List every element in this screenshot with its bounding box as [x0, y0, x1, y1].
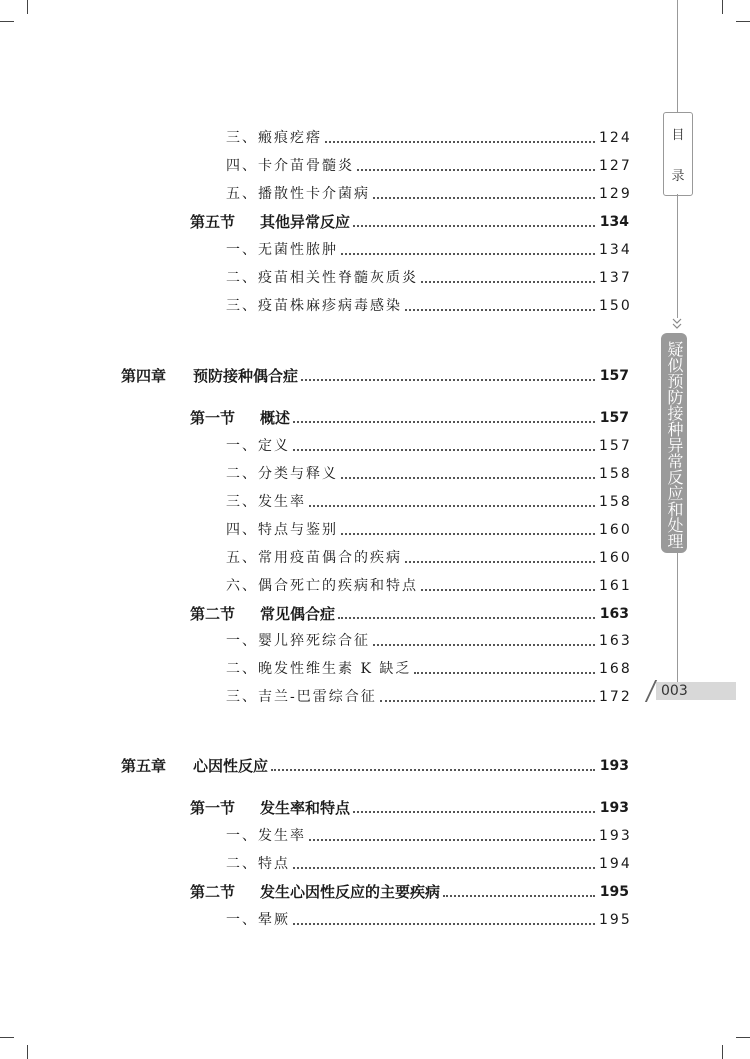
toc-page-number: 193: [599, 800, 629, 816]
side-rule: [677, 553, 678, 683]
toc-entry-section[interactable]: [0, 880, 629, 902]
crop-mark: [736, 21, 750, 22]
section-number: 第一节: [190, 799, 236, 817]
toc-page-number: 168: [599, 661, 632, 677]
toc-label: [226, 128, 322, 148]
dot-leader: [380, 700, 595, 702]
dot-leader: [341, 253, 595, 255]
crop-mark: [722, 1045, 723, 1059]
toc-label: [226, 687, 377, 707]
toc-label: [226, 910, 290, 930]
toc-title: 三、吉兰-巴雷综合征: [226, 689, 377, 705]
toc-label: [190, 882, 440, 902]
toc-title: 一、晕厥: [226, 912, 290, 928]
toc-title: 六、偶合死亡的疾病和特点: [226, 578, 418, 594]
toc-label: [190, 212, 350, 232]
dot-leader: [373, 644, 595, 646]
toc-title: 二、晚发性维生素 K 缺乏: [226, 661, 412, 677]
toc-title: 心因性反应: [193, 757, 269, 775]
dot-leader: [293, 449, 595, 451]
dot-leader: [443, 895, 595, 897]
chevron-down-icon: [670, 318, 684, 330]
dot-leader: [338, 617, 595, 619]
dot-leader: [341, 477, 595, 479]
dot-leader: [405, 309, 595, 311]
toc-title: 一、婴儿猝死综合征: [226, 633, 370, 649]
toc-title: 一、无菌性脓肿: [226, 242, 338, 258]
toc-entry-item[interactable]: [0, 546, 632, 568]
toc-entry-item[interactable]: [0, 657, 632, 679]
side-rule: [677, 0, 678, 112]
toc-page-number: 163: [599, 606, 629, 622]
toc-entry-item[interactable]: [0, 908, 632, 930]
toc-title: 一、发生率: [226, 828, 306, 844]
toc-entry-item[interactable]: [0, 462, 632, 484]
toc-label: [226, 854, 290, 874]
toc-label: [226, 548, 402, 568]
toc-entry-item[interactable]: [0, 518, 632, 540]
dot-leader: [293, 867, 595, 869]
toc-label: [121, 756, 268, 776]
toc-page-number: 158: [599, 466, 632, 482]
toc-page-number: 160: [599, 522, 632, 538]
crop-mark: [27, 1045, 28, 1059]
toc-title: 五、常用疫苗偶合的疾病: [226, 550, 402, 566]
toc-page-number: 157: [599, 368, 629, 384]
toc-page-number: 137: [599, 270, 632, 286]
toc-title: 概述: [260, 409, 291, 427]
toc-label: [190, 798, 350, 818]
toc-page-number: 172: [599, 689, 632, 705]
dot-leader: [293, 421, 595, 423]
crop-mark: [0, 21, 14, 22]
toc-page-number: 157: [599, 410, 629, 426]
dot-leader: [414, 672, 595, 674]
toc-entry-item[interactable]: [0, 852, 632, 874]
page-number: 003: [661, 683, 688, 699]
toc-entry-item[interactable]: [0, 126, 632, 148]
toc-label: [190, 408, 290, 428]
toc-entry-section[interactable]: [0, 602, 629, 624]
dot-leader: [421, 589, 595, 591]
toc-page-number: 129: [599, 186, 632, 202]
dot-leader: [301, 379, 595, 381]
toc-title: 二、分类与释义: [226, 466, 338, 482]
section-number: 第二节: [190, 605, 236, 623]
toc-page-number: 194: [599, 856, 632, 872]
toc-entry-item[interactable]: [0, 490, 632, 512]
toc-entry-item[interactable]: [0, 629, 632, 651]
toc-page-number: 134: [599, 242, 632, 258]
toc-entry-item[interactable]: [0, 824, 632, 846]
dot-leader: [325, 141, 595, 143]
toc-page-number: 195: [599, 912, 632, 928]
toc-entry-item[interactable]: [0, 238, 632, 260]
book-title: 疑似预防接种异常反应和处理: [665, 341, 684, 549]
dot-leader: [309, 839, 595, 841]
toc-label: [190, 604, 335, 624]
toc-entry-section[interactable]: [0, 796, 629, 818]
toc-label: [226, 156, 354, 176]
section-number: 第一节: [190, 409, 236, 427]
toc-page-number: 150: [599, 298, 632, 314]
dot-leader: [293, 923, 595, 925]
toc-title: 发生率和特点: [260, 799, 351, 817]
book-title-tab: [661, 333, 687, 553]
toc-entry-item[interactable]: [0, 434, 632, 456]
contents-tab: [663, 112, 693, 196]
toc-page-number: 161: [599, 578, 632, 594]
toc-label: [226, 826, 306, 846]
dot-leader: [271, 769, 595, 771]
dot-leader: [309, 505, 595, 507]
toc-page-number: 193: [599, 758, 629, 774]
toc-page-number: 157: [599, 438, 632, 454]
toc-title: 三、瘢痕疙瘩: [226, 130, 322, 146]
toc-entry-item[interactable]: [0, 294, 632, 316]
contents-tab-char: 目: [671, 128, 685, 143]
toc-label: [226, 436, 290, 456]
dot-leader: [405, 561, 595, 563]
dot-leader: [341, 533, 595, 535]
toc-label: [226, 576, 418, 596]
toc-title: 常见偶合症: [260, 605, 336, 623]
dot-leader: [373, 197, 595, 199]
toc-label: [226, 631, 370, 651]
chapter-number: 第五章: [121, 757, 167, 775]
toc-entry-chapter[interactable]: [0, 754, 629, 776]
toc-page-number: 127: [599, 158, 632, 174]
toc-title: 三、疫苗株麻疹病毒感染: [226, 298, 402, 314]
toc-title: 四、特点与鉴别: [226, 522, 338, 538]
toc-entry-section[interactable]: [0, 406, 629, 428]
toc-label: [226, 184, 370, 204]
toc-label: [226, 464, 338, 484]
toc-label: [226, 240, 338, 260]
toc-title: 一、定义: [226, 438, 290, 454]
toc-title: 四、卡介苗骨髓炎: [226, 158, 354, 174]
toc-title: 三、发生率: [226, 494, 306, 510]
toc-entry-item[interactable]: [0, 574, 632, 596]
section-number: 第二节: [190, 883, 236, 901]
toc-title: 发生心因性反应的主要疾病: [260, 883, 441, 901]
toc-entry-item[interactable]: [0, 266, 632, 288]
dot-leader: [357, 169, 595, 171]
chapter-number: 第四章: [121, 367, 167, 385]
toc-label: [226, 520, 338, 540]
toc-label: [226, 268, 418, 288]
contents-tab-char: 录: [671, 169, 685, 184]
toc-page-number: 124: [599, 130, 632, 146]
toc-page-number: 163: [599, 633, 632, 649]
toc-title: 二、特点: [226, 856, 290, 872]
side-rule: [677, 194, 678, 318]
toc-entry-item[interactable]: [0, 182, 632, 204]
crop-mark: [27, 0, 28, 14]
toc-page-number: 193: [599, 828, 632, 844]
dot-leader: [353, 225, 595, 227]
toc-entry-section[interactable]: [0, 210, 629, 232]
crop-mark: [736, 1037, 750, 1038]
toc-page-number: 134: [599, 214, 629, 230]
crop-mark: [722, 0, 723, 14]
toc-page-number: 160: [599, 550, 632, 566]
dot-leader: [353, 811, 595, 813]
toc-page-number: 158: [599, 494, 632, 510]
dot-leader: [421, 281, 595, 283]
toc-title: 预防接种偶合症: [193, 367, 299, 385]
toc-entry-chapter[interactable]: [0, 364, 629, 386]
toc-title: 五、播散性卡介菌病: [226, 186, 370, 202]
toc-label: [226, 659, 411, 679]
toc-title: 二、疫苗相关性脊髓灰质炎: [226, 270, 418, 286]
toc-label: [226, 492, 306, 512]
toc-label: [226, 296, 402, 316]
toc-label: [121, 366, 298, 386]
toc-title: 其他异常反应: [260, 213, 351, 231]
toc-page-number: 195: [599, 884, 629, 900]
toc-entry-item[interactable]: [0, 685, 632, 707]
toc-entry-item[interactable]: [0, 154, 632, 176]
crop-mark: [0, 1037, 14, 1038]
section-number: 第五节: [190, 213, 236, 231]
